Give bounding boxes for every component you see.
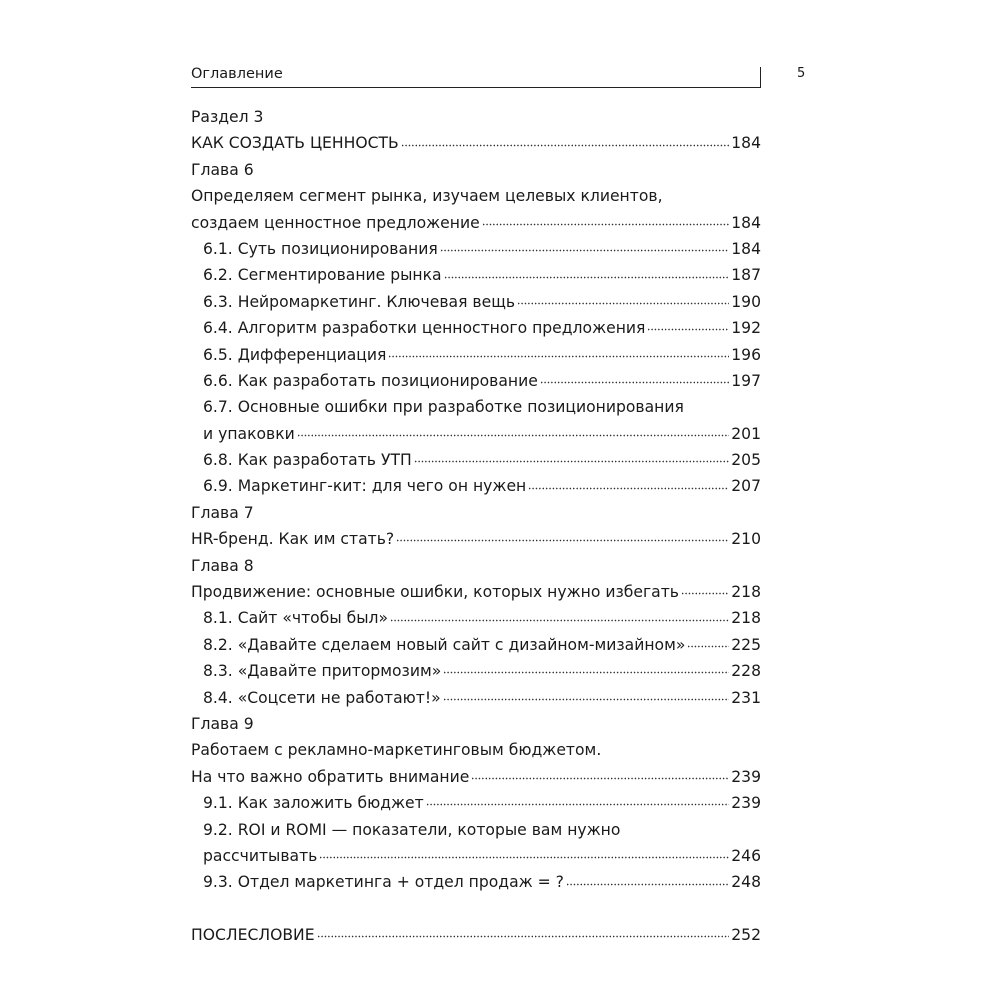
toc-heading [191, 817, 761, 843]
toc-entry-page-number: 231 [731, 688, 761, 707]
dot-leader [528, 476, 729, 492]
toc-entry [191, 447, 761, 473]
dot-leader [566, 872, 729, 888]
toc-entry-page-number: 207 [731, 477, 761, 496]
toc-entry [191, 421, 761, 447]
toc-heading [191, 394, 761, 420]
toc-entry [191, 473, 761, 499]
dot-leader [681, 581, 729, 597]
toc-entry-title: 6.4. Алгоритм разработки ценностного предложения [203, 319, 646, 338]
toc-entry-page-number: 184 [731, 239, 761, 258]
toc-entry-title: 8.3. «Давайте притормозим» [203, 662, 442, 681]
toc-entry-title: 8.4. «Соцсети не работают!» [203, 688, 441, 707]
toc-entry [191, 262, 761, 288]
toc-entry-page-number: 228 [731, 662, 761, 681]
toc-entry-title: Работаем с рекламно-маркетинговым бюджетом. [191, 741, 602, 760]
toc-entry-title: 6.1. Суть позиционирования [203, 239, 438, 258]
toc-entry [191, 843, 761, 869]
toc-entry-title: 9.1. Как заложить бюджет [203, 794, 424, 813]
toc-entry-page-number: 196 [731, 345, 761, 364]
toc-entry [191, 658, 761, 684]
dot-leader [443, 661, 729, 677]
toc-entry [191, 289, 761, 315]
toc-entry-title: 9.2. ROI и ROMI — показатели, которые вам нужно [203, 820, 621, 839]
toc-entry-page-number: 187 [731, 266, 761, 285]
toc-entry-page-number: 218 [731, 583, 761, 602]
dot-leader [297, 423, 729, 439]
toc-entry-title: Глава 8 [191, 556, 254, 575]
toc-heading [191, 157, 761, 183]
toc-entry [191, 526, 761, 552]
dot-leader [471, 766, 729, 782]
toc-entry [191, 368, 761, 394]
toc-entry [191, 210, 761, 236]
toc-entry-page-number: 239 [731, 767, 761, 786]
toc-heading [191, 104, 761, 130]
toc-entry-page-number: 248 [731, 873, 761, 892]
toc-entry-title: 6.9. Маркетинг-кит: для чего он нужен [203, 477, 527, 496]
dot-leader [440, 238, 729, 254]
toc-entry-title: Продвижение: основные ошибки, которых нужно избегать [191, 583, 679, 602]
toc-entry-page-number: 225 [731, 635, 761, 654]
toc-entry [191, 236, 761, 262]
toc-entry-page-number: 190 [731, 292, 761, 311]
toc-entry-title: HR-бренд. Как им стать? [191, 530, 395, 549]
dot-leader [388, 344, 729, 360]
toc-entry [191, 130, 761, 156]
toc-entry-title: 6.7. Основные ошибки при разработке позиционирования [203, 398, 684, 417]
toc-entry-title: создаем ценностное предложение [191, 213, 480, 232]
dot-leader [426, 793, 730, 809]
header-rule [191, 87, 761, 88]
toc-spacer [191, 896, 761, 922]
toc-entry-title: Глава 9 [191, 714, 254, 733]
toc-entry-title: рассчитывать [203, 846, 318, 865]
toc-entry-title: Раздел 3 [191, 108, 264, 126]
toc-entry-title: 6.2. Сегментирование рынка [203, 266, 442, 285]
toc-entry [191, 632, 761, 658]
toc-entry-title: 8.1. Сайт «чтобы был» [203, 609, 389, 628]
toc-entry-title: Определяем сегмент рынка, изучаем целевых клиентов, [191, 187, 663, 206]
toc-entry-title: На что важно обратить внимание [191, 767, 470, 786]
dot-leader [444, 265, 730, 281]
dot-leader [414, 449, 730, 465]
toc-entry-title: 6.6. Как разработать позиционирование [203, 371, 538, 390]
toc-heading [191, 711, 761, 737]
dot-leader [317, 925, 730, 941]
toc-entry-title: Глава 7 [191, 503, 254, 522]
toc-entry-page-number: 192 [731, 319, 761, 338]
toc-heading [191, 500, 761, 526]
toc-entry-title: 9.3. Отдел маркетинга + отдел продаж = ? [203, 873, 564, 892]
toc-entry [191, 605, 761, 631]
toc-entry [191, 869, 761, 895]
dot-leader [401, 133, 729, 149]
toc-entry-page-number: 184 [731, 134, 761, 153]
toc-entry-title: 6.3. Нейромаркетинг. Ключевая вещь [203, 292, 516, 311]
dot-leader [319, 845, 729, 861]
toc-entry-page-number: 201 [731, 424, 761, 443]
toc-entry-title: 6.8. Как разработать УТП [203, 451, 412, 470]
toc-entry-title: ПОСЛЕСЛОВИЕ [191, 926, 315, 945]
running-head [191, 64, 761, 88]
toc-heading [191, 553, 761, 579]
toc-entry-page-number: 197 [731, 371, 761, 390]
running-title: Оглавление [191, 66, 283, 82]
toc-entry-page-number: 184 [731, 213, 761, 232]
toc-entry-title: 8.2. «Давайте сделаем новый сайт с дизайном-мизайном» [203, 635, 686, 654]
dot-leader [517, 291, 729, 307]
toc-entry [191, 579, 761, 605]
toc-entry-page-number: 252 [731, 926, 761, 945]
page-number: 5 [797, 66, 806, 81]
dot-leader [647, 318, 729, 334]
dot-leader [687, 634, 729, 650]
dot-leader [482, 212, 730, 228]
toc-entry [191, 764, 761, 790]
toc-entry [191, 342, 761, 368]
toc-entry [191, 685, 761, 711]
toc-entry-title: КАК СОЗДАТЬ ЦЕННОСТЬ [191, 134, 399, 153]
toc-entry-page-number: 205 [731, 451, 761, 470]
toc-entry [191, 315, 761, 341]
dot-leader [396, 529, 729, 545]
table-of-contents [191, 104, 761, 949]
dot-leader [390, 608, 729, 624]
toc-entry-title: Глава 6 [191, 160, 254, 179]
toc-entry-page-number: 239 [731, 794, 761, 813]
toc-entry [191, 922, 761, 948]
toc-entry [191, 790, 761, 816]
header-rule-tick [760, 67, 761, 88]
toc-heading [191, 183, 761, 209]
toc-entry-page-number: 218 [731, 609, 761, 628]
toc-entry-page-number: 210 [731, 530, 761, 549]
toc-entry-title: 6.5. Дифференциация [203, 345, 387, 364]
toc-entry-title: и упаковки [203, 424, 295, 443]
toc-entry-page-number: 246 [731, 846, 761, 865]
dot-leader [540, 370, 729, 386]
dot-leader [443, 687, 730, 703]
toc-heading [191, 737, 761, 763]
